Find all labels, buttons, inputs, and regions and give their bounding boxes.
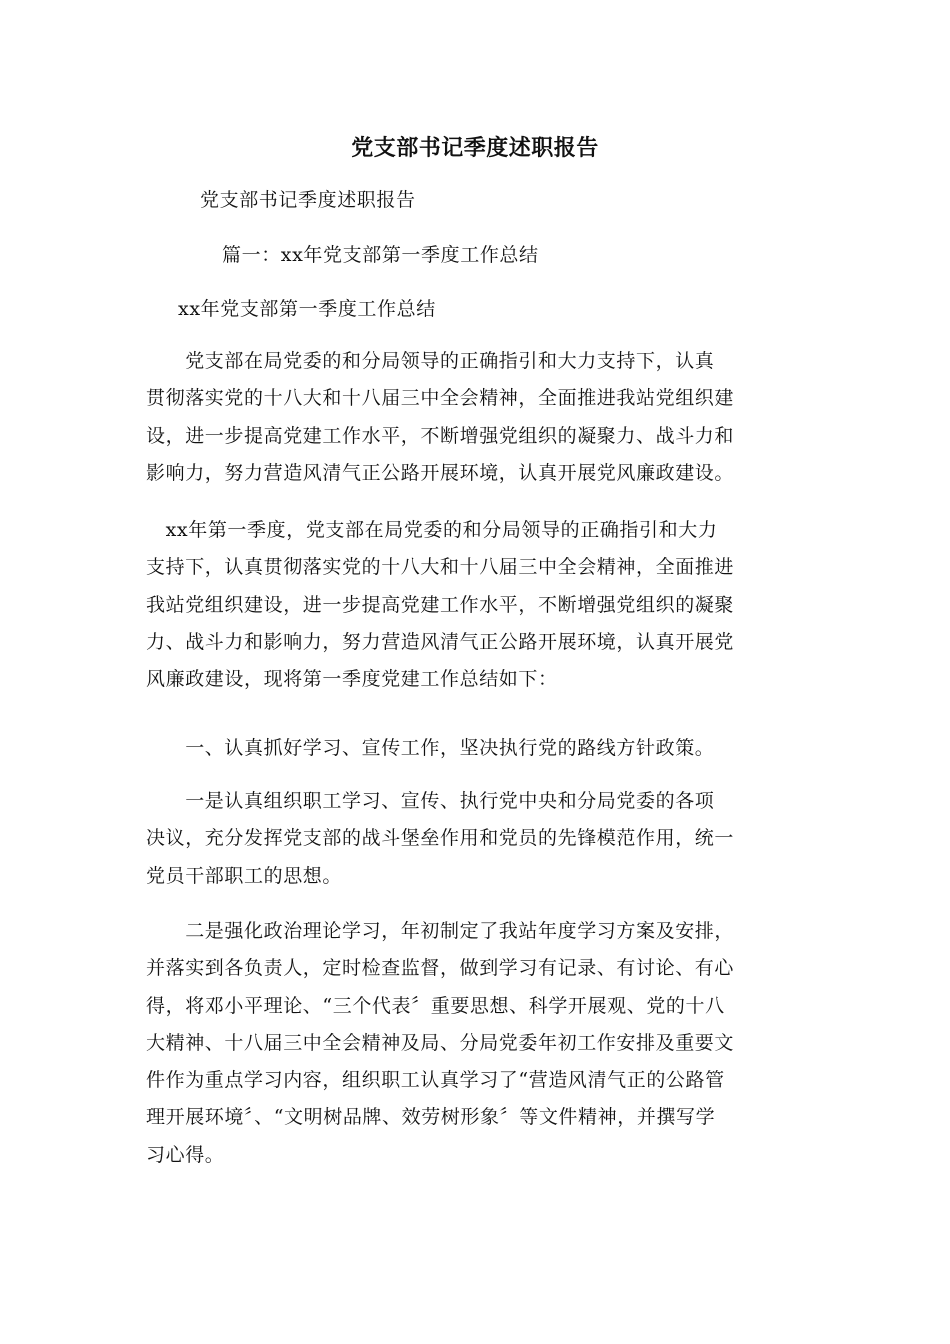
paragraph-line: 党员干部职工的思想。 bbox=[146, 864, 343, 887]
document-subtitle: 党支部书记季度述职报告 bbox=[200, 189, 416, 211]
paragraph-line: 并落实到各负责人，定时检查监督，做到学习有记录、有讨论、有心 bbox=[146, 957, 735, 980]
document-title: 党支部书记季度述职报告 bbox=[351, 136, 599, 161]
paragraph-line: 理开展环境〞、“文明树品牌、效劳树形象〞等文件精神，并撰写学 bbox=[146, 1106, 716, 1129]
paragraph-line: 一是认真组织职工学习、宣传、执行党中央和分局党委的各项 bbox=[146, 790, 715, 812]
paragraph-line: 一、认真抓好学习、宣传工作，坚决执行党的路线方针政策。 bbox=[146, 737, 715, 759]
paragraph-5 bbox=[146, 913, 806, 1174]
paragraph-line: 设，进一步提高党建工作水平，不断增强党组织的凝聚力、战斗力和 bbox=[146, 424, 735, 447]
paragraph-line: 贯彻落实党的十八大和十八届三中全会精神，全面推进我站党组织建 bbox=[146, 387, 735, 410]
paragraph-line: 决议，充分发挥党支部的战斗堡垒作用和党员的先锋模范作用，统一 bbox=[146, 827, 735, 850]
paragraph-2 bbox=[146, 512, 806, 698]
paragraph-4 bbox=[146, 783, 806, 895]
paragraph-line: 习心得。 bbox=[146, 1143, 225, 1166]
paragraph-line: 二是强化政治理论学习，年初制定了我站年度学习方案及安排， bbox=[146, 920, 735, 942]
paragraph-line: 支持下，认真贯彻落实党的十八大和十八届三中全会精神，全面推进 bbox=[146, 556, 735, 579]
paragraph-line: xx年第一季度，党支部在局党委的和分局领导的正确指引和大力 bbox=[146, 519, 718, 541]
section-heading: 篇一：xx年党支部第一季度工作总结 bbox=[222, 244, 539, 266]
paragraph-line: 影响力，努力营造风清气正公路开展环境，认真开展党风廉政建设。 bbox=[146, 461, 735, 484]
paragraph-line: 件作为重点学习内容，组织职工认真学习了“营造风清气正的公路管 bbox=[146, 1069, 725, 1092]
paragraph-3 bbox=[146, 730, 806, 767]
paragraph-line: 大精神、十八届三中全会精神及局、分局党委年初工作安排及重要文 bbox=[146, 1031, 735, 1054]
paragraph-line: 得，将邓小平理论、“三个代表〞重要思想、科学开展观、党的十八 bbox=[146, 994, 725, 1017]
paragraph-1 bbox=[146, 343, 806, 492]
paragraph-line: 党支部在局党委的和分局领导的正确指引和大力支持下，认真 bbox=[146, 350, 715, 372]
paragraph-line: 风廉政建设，现将第一季度党建工作总结如下： bbox=[146, 668, 558, 691]
paragraph-line: 力、战斗力和影响力，努力营造风清气正公路开展环境，认真开展党 bbox=[146, 630, 735, 653]
summary-heading: xx年党支部第一季度工作总结 bbox=[178, 298, 436, 320]
paragraph-line: 我站党组织建设，进一步提高党建工作水平，不断增强党组织的凝聚 bbox=[146, 593, 735, 616]
